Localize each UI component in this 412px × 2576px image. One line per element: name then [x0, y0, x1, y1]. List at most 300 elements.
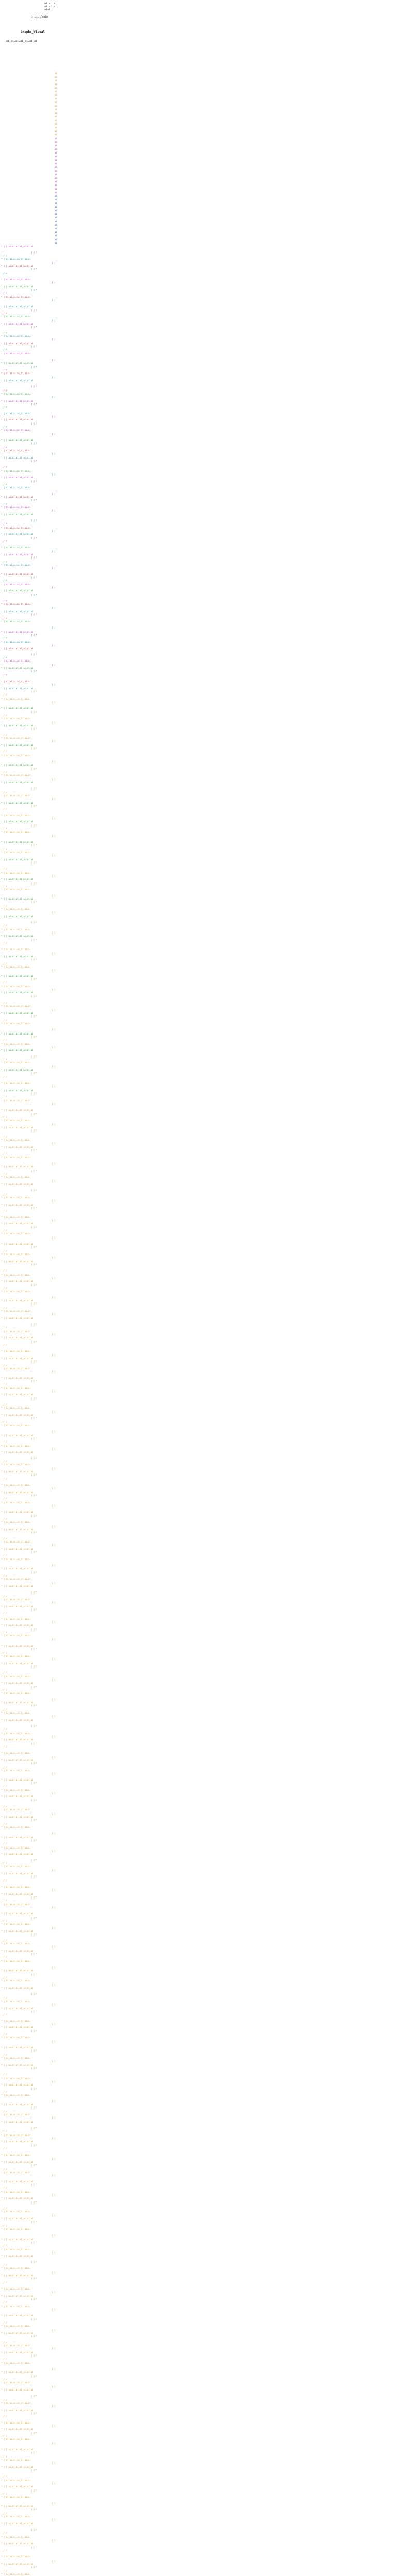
graph-line: | |: [52, 1180, 56, 1182]
graph-line: |/ /: [2, 272, 7, 275]
graph-line: | | *: [31, 2088, 38, 2090]
graph-line: | |: [52, 396, 56, 398]
graph-node: ai: [55, 216, 57, 219]
graph-line: | | *: [31, 1092, 38, 1095]
graph-node: ai: [55, 141, 57, 143]
graph-line: * | ai.ai.ai.ai_ai.ai.ai: [1, 1216, 31, 1218]
graph-line: * | ai.ai.ai.ai_ai.ai.ai: [1, 1675, 31, 1678]
graph-line: |/ /: [2, 1344, 7, 1346]
graph-line: * | ai.ai.ai.ai_ai.ai.ai: [1, 851, 31, 854]
graph-line: | |: [52, 1333, 56, 1336]
graph-line: | | *: [31, 1665, 38, 1668]
graph-line: * | ai.ai.ai.ai_ai.ai.ai: [1, 1139, 31, 1141]
graph-line: * | | ai.ai.ai.ai_ai.ai.ai: [1, 533, 33, 535]
graph-line: * | ai.ai.ai.ai_ai.ai.ai: [1, 1655, 31, 1657]
graph-line: |/ /: [2, 656, 7, 659]
graph-line: | |: [52, 1123, 56, 1126]
graph-line: * | ai.ai.ai.ai_ai.ai.ai: [1, 372, 31, 375]
graph-line: | |: [52, 338, 56, 341]
graph-line: * | ai.ai.ai.ai_ai.ai.ai: [1, 1942, 31, 1945]
graph-line: |/ /: [2, 1002, 7, 1004]
graph-line: | |: [52, 415, 56, 418]
graph-line: * | | ai.ai.ai.ai_ai.ai.ai: [1, 1317, 33, 1319]
graph-line: | | *: [31, 326, 38, 328]
graph-line: * | ai.ai.ai.ai_ai.ai.ai: [1, 1350, 31, 1352]
graph-line: | |: [52, 262, 56, 264]
graph-line: | |: [52, 952, 56, 955]
graph-line: * | ai.ai.ai.ai_ai.ai.ai: [1, 1082, 31, 1084]
graph-line: * | ai.ai.ai.ai_ai.ai.ai: [1, 2077, 31, 2080]
graph-line: * | ai.ai.ai.ai_ai.ai.ai: [1, 2515, 31, 2518]
graph-line: * | | ai.ai.ai.ai_ai.ai.ai: [1, 1393, 33, 1396]
graph-line: |/ /: [2, 426, 7, 428]
graph-line: | | *: [31, 1055, 38, 1058]
graph-line: |/ /: [2, 292, 7, 294]
graph-line: * | | ai.ai.ai.ai_ai.ai.ai: [1, 1069, 33, 1071]
graph-line: |/ /: [2, 255, 7, 257]
graph-line: |/ /: [2, 2378, 7, 2381]
graph-line: * | | ai.ai.ai.ai_ai.ai.ai: [1, 1012, 33, 1014]
graph-line: |/ /: [2, 348, 7, 351]
graph-line: | | *: [31, 2508, 38, 2511]
graph-line: | | *: [31, 422, 38, 425]
graph-line: * | ai.ai.ai.ai_ai.ai.ai: [1, 393, 31, 395]
graph-line: |/ /: [2, 1920, 7, 1922]
graph-line: * | ai.ai.ai.ai_ai.ai.ai: [1, 1634, 31, 1637]
graph-line: * | ai.ai.ai.ai_ai.ai.ai: [1, 1232, 31, 1235]
graph-line: | |: [52, 626, 56, 629]
graph-line: | |: [52, 1354, 56, 1357]
graph-line: |/ /: [2, 1019, 7, 1022]
graph-node: ai: [55, 87, 57, 89]
graph-line: |/ /: [2, 981, 7, 984]
graph-line: | | *: [31, 403, 38, 405]
graph-line: * | ai.ai.ai.ai_ai.ai.ai: [1, 1521, 31, 1523]
graph-line: |/ /: [2, 2321, 7, 2324]
graph-line: |/ /: [2, 2341, 7, 2344]
graph-line: * | ai.ai.ai.ai_ai.ai.ai: [1, 2344, 31, 2347]
graph-line: | |: [52, 988, 56, 991]
graph-line: | |: [52, 2023, 56, 2025]
graph-line: | |: [52, 433, 56, 435]
graph-line: * | | ai.ai.ai.ai_ai.ai.ai: [1, 323, 33, 325]
graph-line: | | *: [31, 2469, 38, 2471]
graph-line: | | *: [31, 460, 38, 462]
graph-line: | | *: [31, 2318, 38, 2321]
graph-line: |/ /: [2, 2187, 7, 2189]
graph-line: | | *: [31, 2566, 38, 2568]
graph-line: * | | ai.ai.ai.ai_ai.ai.ai: [1, 2563, 33, 2565]
graph-line: | |: [52, 1735, 56, 1738]
graph-line: |/ /: [2, 2013, 7, 2016]
graph-line: | | *: [31, 1896, 38, 1899]
graph-line: | |: [52, 2003, 56, 2006]
graph-line: * | | ai.ai.ai.ai_ai.ai.ai: [1, 1357, 33, 1360]
graph-line: | |: [52, 2116, 56, 2119]
graph-node: ai: [55, 159, 57, 161]
graph-node: ai: [55, 90, 57, 93]
graph-line: |/ /: [2, 2110, 7, 2113]
graph-line: | | *: [31, 2335, 38, 2337]
graph-line: * | | ai.ai.ai.ai_ai.ai.ai: [1, 1987, 33, 1989]
graph-line: | | *: [31, 1437, 38, 1440]
graph-line: * | ai.ai.ai.ai_ai.ai.ai: [1, 1692, 31, 1694]
graph-line: | |: [52, 2502, 56, 2504]
graph-line: * | ai.ai.ai.ai_ai.ai.ai: [1, 1310, 31, 1312]
graph-line: |/ /: [2, 1842, 7, 1845]
graph-line: |/ /: [2, 2475, 7, 2478]
graph-line: * | | ai.ai.ai.ai_ai.ai.ai: [1, 1528, 33, 1531]
graph-line: * | ai.ai.ai.ai_ai.ai.ai: [1, 2134, 31, 2137]
graph-line: | | *: [31, 345, 38, 348]
graph-line: * | ai.ai.ai.ai_ai.ai.ai: [1, 1119, 31, 1122]
graph-line: |/ /: [2, 1612, 7, 1614]
graph-line: * | ai.ai.ai.ai_ai.ai.ai: [1, 888, 31, 891]
graph-line: | | *: [31, 768, 38, 770]
graph-line: | | *: [31, 366, 38, 368]
graph-line: * | ai.ai.ai.ai_ai.ai.ai: [1, 1196, 31, 1199]
graph-line: | |: [52, 835, 56, 837]
graph-line: * | ai.ai.ai.ai_ai.ai.ai: [1, 1274, 31, 1276]
graph-line: * | | ai.ai.ai.ai_ai.ai.ai: [1, 764, 33, 766]
graph-node: ai: [55, 126, 57, 129]
graph-line: | | *: [31, 2183, 38, 2186]
graph-line: * | ai.ai.ai.ai_ai.ai.ai: [1, 470, 31, 472]
graph-line: * | | ai.ai.ai.ai_ai.ai.ai: [1, 2197, 33, 2199]
graph-line: | |: [52, 1927, 56, 1929]
graph-line: |/ /: [2, 1460, 7, 1463]
graph-line: | | *: [31, 747, 38, 750]
graph-line: | |: [52, 1103, 56, 1105]
graph-line: * | | ai.ai.ai.ai_ai.ai.ai: [1, 1778, 33, 1781]
graph-line: | | *: [31, 576, 38, 579]
graph-line: * | | ai.ai.ai.ai_ai.ai.ai: [1, 2409, 33, 2412]
graph-line: |/ /: [2, 885, 7, 888]
graph-node: ai: [55, 105, 57, 107]
graph-line: * | ai.ai.ai.ai_ai.ai.ai: [1, 2020, 31, 2022]
graph-line: |/ /: [2, 734, 7, 736]
graph-line: | | *: [31, 2298, 38, 2300]
graph-line: | | *: [31, 2546, 38, 2549]
graph-line: | |: [52, 683, 56, 686]
graph-line: | | *: [31, 2277, 38, 2280]
graph-line: | | *: [31, 2375, 38, 2378]
graph-line: |/ /: [2, 2532, 7, 2534]
graph-line: * | ai.ai.ai.ai_ai.ai.ai: [1, 872, 31, 874]
graph-line: | |: [52, 2308, 56, 2311]
graph-line: | |: [52, 644, 56, 647]
graph-line: |/ /: [2, 332, 7, 334]
graph-line: | | *: [31, 385, 38, 388]
graph-line: | |: [52, 2347, 56, 2350]
graph-line: * | | ai.ai.ai.ai_ai.ai.ai: [1, 1470, 33, 1473]
graph-line: * | ai.ai.ai.ai_ai.ai.ai: [1, 794, 31, 797]
graph-line: | | *: [31, 1571, 38, 1574]
graph-line: * | ai.ai.ai.ai_ai.ai.ai: [1, 449, 31, 452]
graph-line: * | | ai.ai.ai.ai_ai.ai.ai: [1, 2007, 33, 2010]
graph-line: |/ /: [2, 1997, 7, 1999]
graph-line: * | ai.ai.ai.ai_ai.ai.ai: [1, 506, 31, 509]
graph-line: |/ /: [2, 1574, 7, 1577]
graph-line: * | ai.ai.ai.ai_ai.ai.ai: [1, 1789, 31, 1791]
graph-line: * | | ai.ai.ai.ai_ai.ai.ai: [1, 2505, 33, 2507]
graph-line: | |: [52, 376, 56, 379]
graph-line: | | *: [31, 2241, 38, 2244]
graph-line: | |: [52, 2060, 56, 2062]
graph-line: | |: [52, 2482, 56, 2485]
graph-line: | |: [52, 2080, 56, 2083]
graph-line: |/ /: [2, 389, 7, 392]
graph-node: ai: [55, 133, 57, 136]
graph-line: | |: [52, 740, 56, 742]
graph-line: * | ai.ai.ai.ai_ai.ai.ai: [1, 814, 31, 817]
graph-line: | | *: [31, 1417, 38, 1419]
graph-line: | |: [52, 1966, 56, 1969]
graph-line: | |: [52, 664, 56, 666]
graph-line: * | | ai.ai.ai.ai_ai.ai.ai: [1, 802, 33, 804]
graph-line: | | *: [31, 1072, 38, 1074]
graph-line: |/ /: [2, 2512, 7, 2515]
graph-line: |/ /: [2, 561, 7, 563]
graph-line: | |: [52, 493, 56, 495]
graph-line: * | | ai.ai.ai.ai_ai.ai.ai: [1, 513, 33, 516]
graph-line: |/ /: [2, 2415, 7, 2418]
graph-node: ai: [55, 180, 57, 183]
graph-line: | |: [52, 1906, 56, 1909]
graph-line: | |: [52, 567, 56, 569]
graph-node: ai: [55, 198, 57, 201]
graph-line: * | ai.ai.ai.ai_ai.ai.ai: [1, 2496, 31, 2498]
graph-line: * | ai.ai.ai.ai_ai.ai.ai: [1, 641, 31, 643]
graph-line: |/ /: [2, 2130, 7, 2132]
graph-line: | | *: [31, 690, 38, 693]
graph-line: | |: [52, 2174, 56, 2177]
graph-node: ai: [55, 202, 57, 205]
graph-line: * | | ai.ai.ai.ai_ai.ai.ai: [1, 1280, 33, 1282]
graph-line: * | ai.ai.ai.ai_ai.ai.ai: [1, 680, 31, 683]
graph-line: | |: [52, 931, 56, 934]
graph-line: | | *: [31, 2201, 38, 2204]
graph-line: |/ /: [2, 540, 7, 543]
graph-line: | | *: [31, 2529, 38, 2531]
graph-line: * | ai.ai.ai.ai_ai.ai.ai: [1, 1558, 31, 1561]
graph-line: * | | ai.ai.ai.ai_ai.ai.ai: [1, 1299, 33, 1302]
header: [0, 0, 134, 43]
graph-line: * | | ai.ai.ai.ai_ai.ai.ai: [1, 2542, 33, 2545]
graph-line: * | ai.ai.ai.ai_ai.ai.ai: [1, 429, 31, 431]
graph-line: | | *: [31, 711, 38, 714]
graph-line: | | *: [31, 2412, 38, 2415]
graph-node: ai: [55, 238, 57, 241]
graph-line: |/ /: [2, 1823, 7, 1825]
graph-line: |/ /: [2, 483, 7, 486]
graph-line: | |: [52, 281, 56, 284]
graph-line: * | | ai.ai.ai.ai_ai.ai.ai: [1, 935, 33, 937]
graph-line: * | | ai.ai.ai.ai_ai.ai.ai: [1, 1377, 33, 1379]
graph-line: * | ai.ai.ai.ai_ai.ai.ai: [1, 583, 31, 586]
graph-line: |/ /: [2, 600, 7, 602]
graph-line: | |: [52, 1411, 56, 1413]
graph-line: * | | ai.ai.ai.ai_ai.ai.ai: [1, 2428, 33, 2430]
graph-line: * | | ai.ai.ai.ai_ai.ai.ai: [1, 553, 33, 556]
graph-line: | | *: [31, 978, 38, 980]
graph-line: * | | ai.ai.ai.ai_ai.ai.ai: [1, 820, 33, 823]
graph-line: | |: [52, 2385, 56, 2388]
header-line-3: aiai: [44, 8, 51, 11]
graph-line: |/ /: [2, 1307, 7, 1309]
graph-line: |/ /: [2, 2549, 7, 2552]
graph-line: | | *: [31, 1993, 38, 1995]
graph-line: | |: [52, 2425, 56, 2427]
graph-line: * | ai.ai.ai.ai_ai.ai.ai: [1, 1578, 31, 1580]
graph-node: ai: [55, 234, 57, 237]
graph-line: * | | ai.ai.ai.ai_ai.ai.ai: [1, 456, 33, 459]
graph-line: | |: [52, 1467, 56, 1470]
graph-line: |/ /: [2, 2054, 7, 2056]
graph-line: |/ /: [2, 1537, 7, 1540]
graph-line: |/ /: [2, 637, 7, 639]
graph-line: * | ai.ai.ai.ai_ai.ai.ai: [1, 908, 31, 910]
graph-line: | | *: [31, 1933, 38, 1936]
graph-line: | |: [52, 2040, 56, 2043]
graph-line: |/ /: [2, 1076, 7, 1078]
graph-line: | | *: [31, 805, 38, 807]
graph-line: |/ /: [2, 466, 7, 468]
graph-line: |/ /: [2, 714, 7, 717]
graph-line: |/ /: [2, 674, 7, 676]
graph-line: | | *: [31, 2164, 38, 2166]
graph-line: | |: [52, 854, 56, 857]
graph-line: | |: [52, 2560, 56, 2562]
graph-line: | |: [52, 721, 56, 724]
graph-line: * | ai.ai.ai.ai_ai.ai.ai: [1, 1484, 31, 1486]
graph-line: |/ /: [2, 2244, 7, 2247]
graph-line: | | *: [31, 2127, 38, 2129]
graph-line: * | ai.ai.ai.ai_ai.ai.ai: [1, 1156, 31, 1159]
graph-line: | |: [52, 1582, 56, 1584]
graph-line: * | ai.ai.ai.ai_ai.ai.ai: [1, 2459, 31, 2461]
graph-line: | | *: [31, 1648, 38, 1650]
graph-line: | |: [52, 509, 56, 512]
graph-line: |/ /: [2, 1058, 7, 1061]
graph-line: | | *: [31, 2144, 38, 2147]
graph-line: |/ /: [2, 2091, 7, 2093]
graph-line: | | *: [31, 2432, 38, 2434]
graph-line: | |: [52, 2518, 56, 2521]
graph-line: |/ /: [2, 942, 7, 944]
graph-line: | | *: [31, 1246, 38, 1248]
graph-line: |/ /: [2, 1229, 7, 1232]
graph-line: * | ai.ai.ai.ai_ai.ai.ai: [1, 1808, 31, 1811]
graph-line: * | | ai.ai.ai.ai_ai.ai.ai: [1, 1930, 33, 1933]
graph-line: * | ai.ai.ai.ai_ai.ai.ai: [1, 2228, 31, 2230]
graph-line: | |: [52, 1448, 56, 1450]
graph-line: | |: [52, 1658, 56, 1660]
graph-line: |/ /: [2, 2358, 7, 2360]
graph-line: | |: [52, 319, 56, 322]
graph-line: * | | ai.ai.ai.ai_ai.ai.ai: [1, 1243, 33, 1245]
graph-line: |/ /: [2, 1766, 7, 1769]
graph-line: * | | ai.ai.ai.ai_ai.ai.ai: [1, 2371, 33, 2374]
graph-line: | | *: [31, 1875, 38, 1878]
graph-line: |/ /: [2, 2264, 7, 2266]
graph-line: * | | ai.ai.ai.ai_ai.ai.ai: [1, 2466, 33, 2468]
graph-line: | | *: [31, 1953, 38, 1955]
graph-line: * | | ai.ai.ai.ai_ai.ai.ai: [1, 631, 33, 633]
graph-line: | | *: [31, 727, 38, 730]
graph-line: * | ai.ai.ai.ai_ai.ai.ai: [1, 831, 31, 833]
graph-line: | | *: [31, 844, 38, 846]
graph-line: | | *: [31, 537, 38, 539]
graph-line: * | | ai.ai.ai.ai_ai.ai.ai: [1, 379, 33, 382]
graph-line: |/ /: [2, 1440, 7, 1443]
graph-line: * | ai.ai.ai.ai_ai.ai.ai: [1, 2381, 31, 2384]
graph-line: |/ /: [2, 2301, 7, 2303]
graph-node: ai: [55, 144, 57, 147]
graph-line: |/ /: [2, 1095, 7, 1098]
graph-line: * | | ai.ai.ai.ai_ai.ai.ai: [1, 1451, 33, 1453]
graph-line: |/ /: [2, 750, 7, 753]
graph-line: * | ai.ai.ai.ai_ai.ai.ai: [1, 2057, 31, 2059]
graph-line: * | ai.ai.ai.ai_ai.ai.ai: [1, 985, 31, 988]
graph-line: | | *: [31, 1799, 38, 1802]
graph-line: |/ /: [2, 1631, 7, 1634]
graph-line: |/ /: [2, 2399, 7, 2401]
graph-line: * | ai.ai.ai.ai_ai.ai.ai: [1, 1005, 31, 1007]
graph-line: | | *: [31, 1129, 38, 1132]
graph-line: | | *: [31, 289, 38, 291]
page-title: Graphs_Visual: [21, 30, 45, 34]
graph-line: |/ /: [2, 1478, 7, 1480]
graph-line: * | | ai.ai.ai.ai_ai.ai.ai: [1, 915, 33, 918]
graph-line: | |: [52, 1296, 56, 1299]
graph-line: | |: [52, 1564, 56, 1567]
graph-line: * | | ai.ai.ai.ai_ai.ai.ai: [1, 2046, 33, 2049]
graph-line: * | | ai.ai.ai.ai_ai.ai.ai: [1, 2314, 33, 2317]
graph-line: | | *: [31, 1302, 38, 1305]
graph-line: * | ai.ai.ai.ai_ai.ai.ai: [1, 1424, 31, 1427]
graph-line: |/ /: [2, 1287, 7, 1290]
graph-line: |/ /: [2, 1956, 7, 1958]
graph-line: * | ai.ai.ai.ai_ai.ai.ai: [1, 1290, 31, 1293]
graph-line: |/ /: [2, 1689, 7, 1691]
graph-line: * | | ai.ai.ai.ai_ai.ai.ai: [1, 589, 33, 592]
graph-line: |/ /: [2, 1326, 7, 1329]
graph-line: * | | ai.ai.ai.ai_ai.ai.ai: [1, 2161, 33, 2163]
graph-line: * | | ai.ai.ai.ai_ai.ai.ai: [1, 1491, 33, 1494]
graph-line: * | ai.ai.ai.ai_ai.ai.ai: [1, 564, 31, 566]
graph-line: | |: [52, 1313, 56, 1315]
graph-line: * | ai.ai.ai.ai_ai.ai.ai: [1, 1903, 31, 1906]
graph-line: |/ /: [2, 2168, 7, 2171]
graph-line: |/ /: [2, 1364, 7, 1367]
graph-line: * | ai.ai.ai.ai_ai.ai.ai: [1, 412, 31, 415]
graph-line: |/ /: [2, 503, 7, 505]
graph-line: * | | ai.ai.ai.ai_ai.ai.ai: [1, 285, 33, 288]
graph-line: |/ /: [2, 1383, 7, 1385]
graph-line: * | ai.ai.ai.ai_ai.ai.ai: [1, 2479, 31, 2482]
graph-line: |/ /: [2, 905, 7, 907]
graph-line: * | ai.ai.ai.ai_ai.ai.ai: [1, 2536, 31, 2538]
graph-line: | |: [52, 875, 56, 877]
graph-line: * | ai.ai.ai.ai_ai.ai.ai: [1, 620, 31, 623]
graph-line: * | ai.ai.ai.ai_ai.ai.ai: [1, 352, 31, 355]
graph-line: | | *: [31, 2354, 38, 2357]
branch-tab[interactable]: origin/main: [31, 15, 48, 19]
graph-line: | | *: [31, 1515, 38, 1517]
graph-line: | | *: [31, 787, 38, 790]
graph-node: ai: [55, 166, 57, 168]
